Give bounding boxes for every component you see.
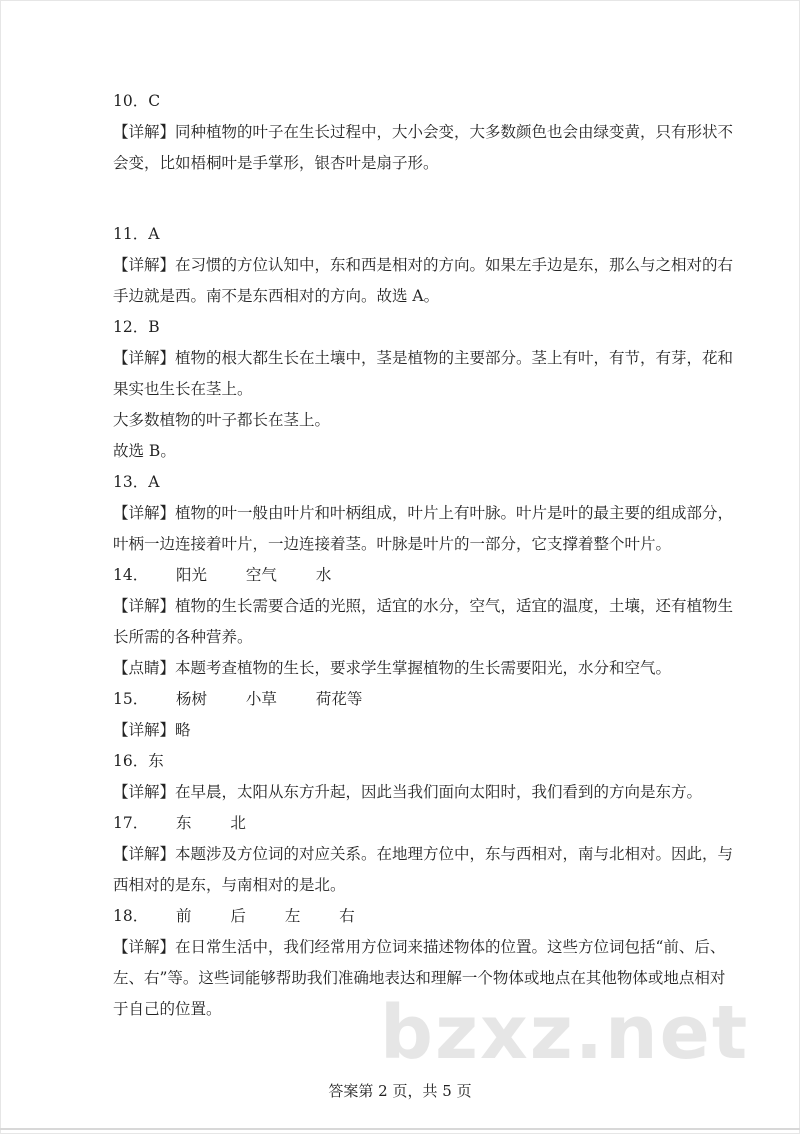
- blank-answer: 杨树: [175, 690, 207, 708]
- answer-line: [113, 901, 693, 932]
- explanation-line: 于自己的位置。: [113, 1000, 222, 1018]
- explanation-line: 【详解】植物的根大都生长在土壤中，茎是植物的主要部分。茎上有叶，有节，有芽，花和: [113, 349, 734, 367]
- blank-answer: 北: [230, 814, 246, 832]
- explanation-line: 左、右”等。这些词能够帮助我们准确地表达和理解一个物体或地点在其他物体或地点相对: [113, 969, 726, 987]
- page-edge-divider: [0, 1128, 800, 1130]
- explanation-line: 【详解】植物的叶一般由叶片和叶柄组成，叶片上有叶脉。叶片是叶的最主要的组成部分，: [113, 504, 734, 522]
- explanation-line: 【详解】本题涉及方位词的对应关系。在地理方位中，东与西相对，南与北相对。因此，与: [113, 845, 734, 863]
- explanation-line: 【详解】略: [113, 721, 191, 739]
- question-number: 15．: [113, 690, 149, 708]
- blank-answer: 后: [230, 907, 246, 925]
- question-number: 18．: [113, 907, 149, 925]
- answer-line: 10．C: [113, 92, 161, 110]
- explanation-line: 果实也生长在茎上。: [113, 380, 253, 398]
- blank-answer: 空气: [245, 566, 277, 584]
- comment-line: 【点睛】本题考查植物的生长，要求学生掌握植物的生长需要阳光，水分和空气。: [113, 659, 672, 677]
- explanation-line: 【详解】同种植物的叶子在生长过程中，大小会变，大多数颜色也会由绿变黄，只有形状不: [113, 123, 734, 141]
- explanation-line: 【详解】在早晨，太阳从东方升起，因此当我们面向太阳时，我们看到的方向是东方。: [113, 783, 703, 801]
- answer-line: 12．B: [113, 318, 160, 336]
- blank-answer: 阳光: [175, 566, 207, 584]
- answer-line: [113, 684, 693, 715]
- blank-answer: 左: [284, 907, 301, 925]
- explanation-line: 西相对的是东，与南相对的是北。: [113, 876, 346, 894]
- answer-line: [113, 808, 693, 839]
- watermark: bzxz.net: [380, 990, 750, 1076]
- answer-line: [113, 560, 693, 591]
- question-number: 14．: [113, 566, 149, 584]
- explanation-line: 【详解】植物的生长需要合适的光照，适宜的水分，空气，适宜的温度，土壤，还有植物生: [113, 597, 734, 615]
- explanation-line: 长所需的各种营养。: [113, 628, 253, 646]
- explanation-line: 故选 B。: [113, 442, 176, 460]
- blank-answer: 右: [339, 907, 355, 925]
- explanation-line: 【详解】在习惯的方位认知中，东和西是相对的方向。如果左手边是东，那么与之相对的右: [113, 256, 734, 274]
- explanation-line: 【详解】在日常生活中，我们经常用方位词来描述物体的位置。这些方位词包括“前、后、: [113, 938, 726, 956]
- explanation-line: 叶柄一边连接着叶片，一边连接着茎。叶脉是叶片的一部分，它支撑着整个叶片。: [113, 535, 672, 553]
- blank-answer: 荷花等: [315, 690, 363, 708]
- page-footer: 答案第 2 页，共 5 页: [328, 1082, 472, 1100]
- blank-answer: 水: [315, 566, 332, 584]
- answer-line: 16．东: [113, 752, 164, 770]
- blank-answer: 东: [175, 814, 192, 832]
- explanation-line: 大多数植物的叶子都长在茎上。: [113, 411, 331, 429]
- answer-line: 13．A: [113, 473, 160, 491]
- blank-answer: 前: [175, 907, 192, 925]
- question-number: 17．: [113, 814, 149, 832]
- answer-content: [113, 86, 734, 1025]
- explanation-line: 会变，比如梧桐叶是手掌形，银杏叶是扇子形。: [113, 154, 439, 172]
- answer-line: 11．A: [113, 225, 160, 243]
- blank-answer: 小草: [245, 690, 277, 708]
- explanation-line: 手边就是西。南不是东西相对的方向。故选 A。: [113, 287, 440, 305]
